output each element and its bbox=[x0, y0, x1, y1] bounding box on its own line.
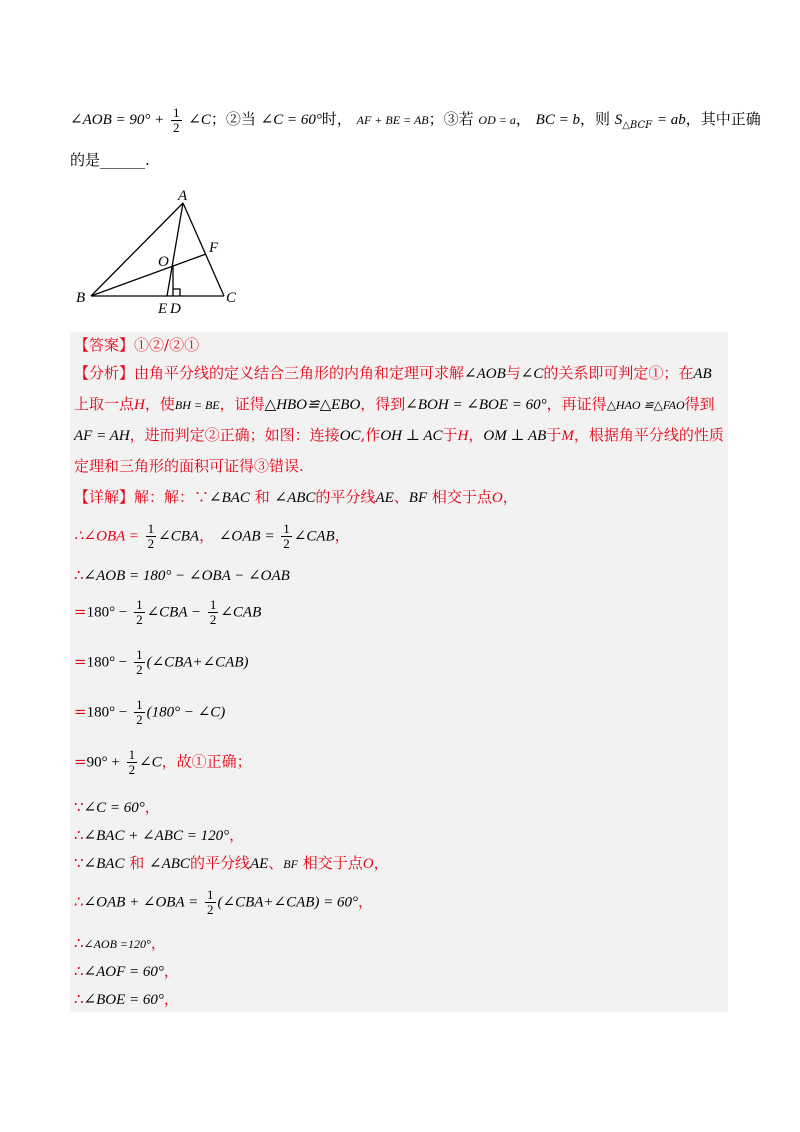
answer-text: ①②/②① bbox=[134, 336, 200, 354]
detail-line-8: ∵∠C = 60°， bbox=[74, 798, 160, 816]
answer-tag: 【答案】 bbox=[74, 336, 135, 354]
solution-panel bbox=[70, 332, 728, 1012]
detail-line-7: =90° + $\frac{1}{2}$ ∠C，故①正确； bbox=[74, 747, 252, 777]
detail-line-13: ∴∠AOF = 60°， bbox=[74, 962, 179, 980]
answer-line bbox=[74, 332, 199, 358]
label-o: O bbox=[158, 254, 169, 270]
detail-line-1: 【详解】解：解：∵∠BAC 和 ∠ABC的平分线AE、BF 相交于点O， bbox=[74, 488, 518, 506]
detail-line-5: =180° − $\frac{1}{2}$ (∠CBA+∠CAB) bbox=[74, 647, 249, 677]
detail-line-10: ∵∠BAC 和 ∠ABC的平分线AE、BF 相交于点O， bbox=[74, 854, 389, 872]
label-f: F bbox=[209, 240, 219, 256]
segment-bf bbox=[91, 254, 206, 296]
label-c: C bbox=[226, 290, 237, 306]
label-b: B bbox=[76, 290, 86, 306]
label-a: A bbox=[178, 188, 188, 204]
problem-line-2: 的是______. bbox=[70, 151, 150, 169]
detail-line-9: ∴∠BAC + ∠ABC = 120°， bbox=[74, 826, 245, 844]
label-d: D bbox=[170, 301, 181, 317]
detail-line-14: ∴∠BOE = 60°， bbox=[74, 990, 179, 1008]
expr-aob: ∠AOB = 90° + bbox=[70, 112, 165, 128]
detail-line-4: =180° − $\frac{1}{2}$ ∠CBA − $\frac{1}{2}$ ∠CAB bbox=[74, 597, 262, 627]
detail-line-3: ∴∠AOB = 180° − ∠OBA − ∠OAB bbox=[74, 566, 290, 584]
detail-line-2: ∴∠OBA = $\frac{1}{2}$ ∠CBA， ∠OAB = $\frac{1}{2}$ ∠CAB， bbox=[74, 521, 350, 551]
detail-line-12: ∴∠AOB =120°， bbox=[74, 934, 166, 952]
detail-line-6: =180° − $\frac{1}{2}$ (180° − ∠C) bbox=[74, 697, 226, 727]
right-angle-mark bbox=[173, 289, 180, 296]
triangle-figure bbox=[70, 188, 250, 318]
analysis-block: 【分析】由角平分线的定义结合三角形的内角和定理可求解∠AOB与∠C的关系即可判定①；在AB上取一点H，使BH = BE，证得△HBO≌△EBO，得到∠BOH = ∠BOE = 60°，再证得△HAO ≌△FAO得到AF = AH，进而判定②正确；如图：连接OC,作OH ⊥ AC于H，OM ⊥ AB于M，根据角平分线的性质定理和三角形的面积可证得③错误. bbox=[74, 364, 724, 475]
fraction-half: $\frac{1}{2}$ bbox=[173, 104, 180, 135]
problem-line-1: ∠AOB = 90° + $\frac{1}{2}$ ∠C；②当 ∠C = 60°时， AF + BE = AB；③若 OD = a， BC = b，则 $S_{\triangle BCF}$ = ab，其中正确 bbox=[70, 104, 761, 135]
detail-line-11: ∴∠OAB + ∠OBA = $\frac{1}{2}$ (∠CBA+∠CAB) = 60°， bbox=[74, 887, 374, 917]
label-e: E bbox=[158, 301, 168, 317]
